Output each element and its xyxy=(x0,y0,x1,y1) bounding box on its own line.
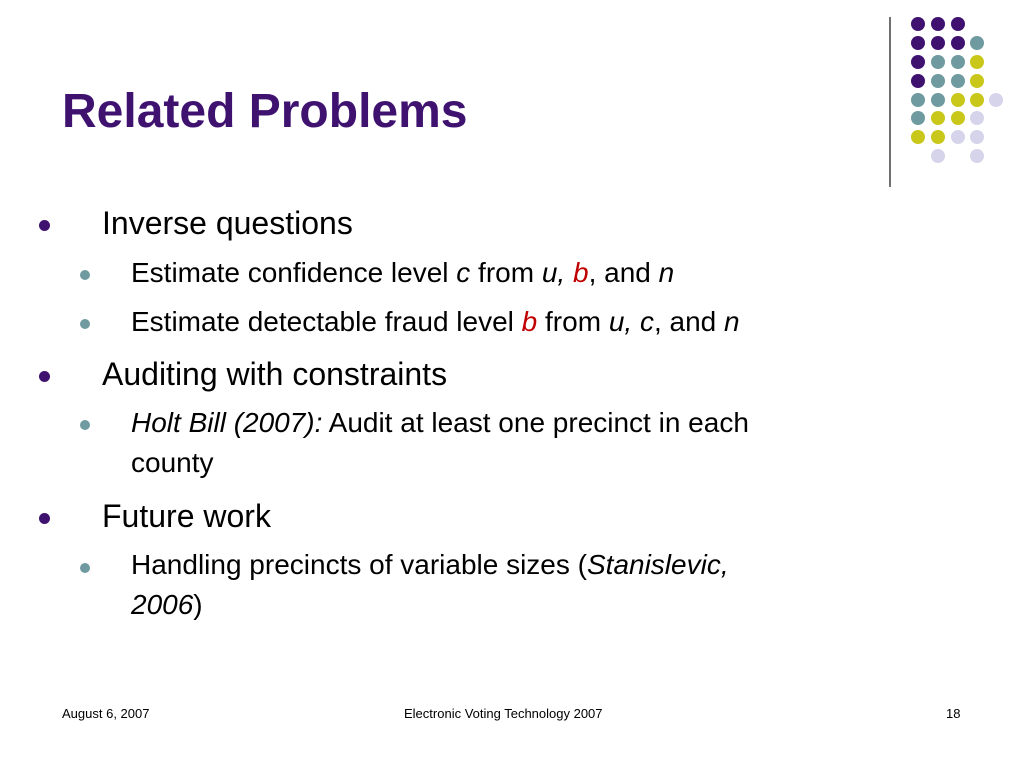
decor-dot xyxy=(989,93,1003,107)
decor-dot xyxy=(951,111,965,125)
decor-dot xyxy=(970,93,984,107)
footer-title: Electronic Voting Technology 2007 xyxy=(404,706,603,721)
decor-dot xyxy=(951,93,965,107)
decor-dot xyxy=(970,130,984,144)
sub-bullet-variable-sizes xyxy=(131,551,729,579)
text-run: 2006 xyxy=(131,589,194,620)
decor-dot xyxy=(931,74,945,88)
text-run: , and xyxy=(653,306,725,337)
decor-dot xyxy=(970,149,984,163)
decor-dot xyxy=(951,74,965,88)
text-run: Holt Bill (2007): xyxy=(131,407,323,438)
text-run: Audit at least one precinct in each xyxy=(322,407,749,438)
decor-dot xyxy=(931,55,945,69)
bullet-inverse-questions: Inverse questions xyxy=(102,205,353,241)
footer-date: August 6, 2007 xyxy=(62,706,150,721)
text-run: u, xyxy=(541,257,566,288)
text-run: ) xyxy=(193,589,203,620)
decor-dot xyxy=(951,36,965,50)
decor-dot xyxy=(951,130,965,144)
decor-dot xyxy=(931,17,945,31)
bullet-auditing-constraints: Auditing with constraints xyxy=(102,356,448,392)
title-divider-line xyxy=(889,17,891,187)
sub-bullet-dot xyxy=(80,420,90,430)
decor-dot xyxy=(911,55,925,69)
bullet-future-work: Future work xyxy=(102,498,271,534)
decor-dot xyxy=(911,36,925,50)
sub-bullet-dot xyxy=(80,319,90,329)
bullet-dot xyxy=(39,513,50,524)
footer-page-number: 18 xyxy=(946,706,961,721)
slide-title: Related Problems xyxy=(62,85,468,138)
decor-dot xyxy=(931,130,945,144)
text-run xyxy=(565,257,573,288)
text-run: Estimate detectable fraud level xyxy=(131,306,522,337)
text-run: b xyxy=(521,306,538,337)
text-run: , and xyxy=(588,257,659,288)
bullet-dot xyxy=(39,220,50,231)
text-run: Stanislevic, xyxy=(586,549,729,580)
decor-dot xyxy=(931,149,945,163)
decor-dot xyxy=(970,36,984,50)
decor-dot xyxy=(951,55,965,69)
text-run: from xyxy=(470,257,542,288)
sub-bullet-dot xyxy=(80,270,90,280)
sub-bullet-variable-sizes-cont xyxy=(131,591,203,619)
decor-dot xyxy=(951,17,965,31)
sub-bullet-holt-bill xyxy=(131,409,749,437)
text-run: n xyxy=(658,257,675,288)
sub-bullet-dot xyxy=(80,563,90,573)
text-run: from xyxy=(537,306,609,337)
decor-dot xyxy=(911,17,925,31)
decor-dot xyxy=(970,55,984,69)
decor-dot xyxy=(970,111,984,125)
text-run: u, c xyxy=(608,306,654,337)
decor-dot xyxy=(911,111,925,125)
decor-dot xyxy=(970,74,984,88)
text-run: Estimate confidence level xyxy=(131,257,457,288)
sub-bullet-estimate-fraud xyxy=(131,308,740,336)
sub-bullet-holt-bill-cont: county xyxy=(131,447,214,478)
decor-dot xyxy=(911,93,925,107)
sub-bullet-estimate-confidence xyxy=(131,259,674,287)
text-run: b xyxy=(572,257,589,288)
text-run: Handling precincts of variable sizes ( xyxy=(131,549,587,580)
decor-dot xyxy=(931,36,945,50)
decor-dot xyxy=(931,111,945,125)
bullet-dot xyxy=(39,371,50,382)
decor-dot xyxy=(911,130,925,144)
decor-dot xyxy=(911,74,925,88)
text-run: c xyxy=(456,257,471,288)
decor-dot xyxy=(931,93,945,107)
text-run: n xyxy=(724,306,740,337)
